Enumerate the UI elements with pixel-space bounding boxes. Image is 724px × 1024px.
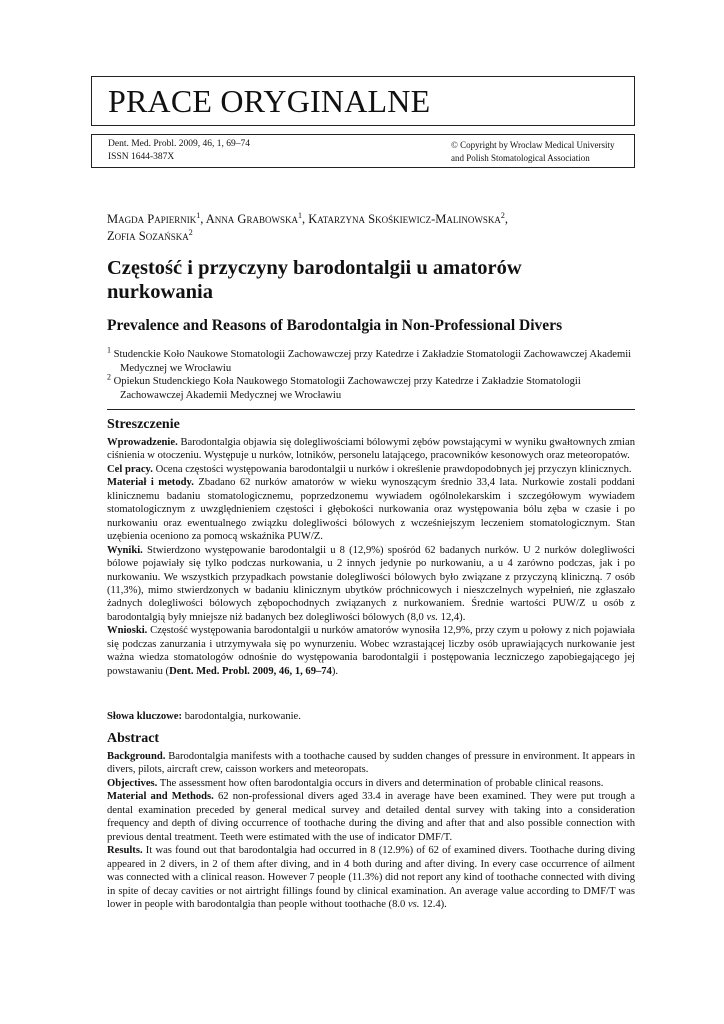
paragraph-text: Zbadano 62 nurków amatorów w wieku wynoszącym średnio 33,4 lata. Nurkowie zostali poddani klinicznemu badaniu stomatologicznemu, poprzedzonemu wywiadem ogólnolekarskim i szczegółowym wywiadem stomatologicznym z uwzględnieniem częstości i głębokości nurkowania oraz występowania bólu zęba w czasie i po nurkowaniu oraz ewentualnego związku dolegliwości bólowych z wcześniejszym leczeniem stomatologicznym. Stan uzębienia oceniono za pomocą wskaźnika PUW/Z. <box>107 477 635 543</box>
abstract-paragraph <box>107 463 635 476</box>
paragraph-label: Materiał i metody. <box>107 477 194 489</box>
paragraph-text: The assessment how often barodontalgia occurs in divers and determination of probable clinical reasons. <box>159 777 604 789</box>
keywords-text: barodontalgia, nurkowanie. <box>184 711 301 722</box>
author-list: Magda Papiernik$^1$, Anna Grabowska$^1$, Katarzyna Skośkiewicz-Malinowska$^2$, Zofia Sozańska$^2$ <box>107 210 508 243</box>
abstract-paragraph <box>107 790 635 844</box>
paragraph-label: Results. <box>107 845 143 857</box>
citation-line: Dent. Med. Probl. 2009, 46, 1, 69–74 <box>108 139 250 149</box>
affiliation-1 <box>107 345 635 375</box>
paragraph-text: Barodontalgia objawia się dolegliwościami bólowymi zębów powstającymi w wyniku gwałtownych zmian ciśnienia w otoczeniu. Występuje u nurków, lotników, personelu latającego, pracowników kesonowych oraz meteoropatów. <box>107 437 635 462</box>
streszczenie-heading: Streszczenie <box>107 417 180 432</box>
paragraph-text: Częstość występowania barodontalgii u nurków amatorów wynosiła 12,9%, przy czym u połowy z nich pojawiała się podczas zanurzania i utrzymywała się po wynurzeniu. Wobec wzrastającej liczby osób uprawiających nurkowanie jest ważna wiedza stomatologów odnośnie do występowania barodontalgii i postępowania leczniczego zapobiegającego jej powstawaniu ( <box>107 625 635 677</box>
paragraph-label: Wprowadzenie. <box>107 437 178 448</box>
citation-reference: Dent. Med. Probl. 2009, 46, 1, 69–74 <box>169 665 332 677</box>
affiliation-2 <box>107 372 635 402</box>
section-divider <box>107 409 635 410</box>
issn-line: ISSN 1644-387X <box>108 152 175 162</box>
copyright-notice <box>451 139 615 165</box>
section-title: PRACE ORYGINALNE <box>108 83 431 119</box>
paragraph-label: Wyniki. <box>107 544 143 556</box>
streszczenie-body <box>107 436 635 678</box>
author-affiliation-mark: 2 <box>500 210 505 220</box>
author-affiliation-mark: 1 <box>297 210 302 220</box>
paragraph-text: Stwierdzono występowanie barodontalgii u 8 (12,9%) spośród 62 badanych nurków. U 2 nurków dolegliwości bólowe pojawiały się tylko podczas nurkowania, u 2 innych jedynie po nurkowaniu, a u 4 zarówno podczas, jak i po nurkowaniu. We wszystkich przypadkach powstanie dolegliwości bólowych było związane z przyczyną kliniczną. 7 osób (11,3%), mimo stwierdzonych w badaniu klinicznym ubytków próchnicowych i nieszczelnych wypełnień, nie zgłaszało żadnych dolegliwości bólowych zębopochodnych związanych z nurkowaniem. Średnie wartości PUW/Z u osób z barodontalgią były mniejsze niż badanych bez dolegliwości bólowych (8,0 <box>107 544 635 623</box>
author-name: Magda Papiernik <box>107 212 197 226</box>
vs-abbrev: vs. <box>407 898 420 910</box>
paragraph-label: Objectives. <box>107 777 158 789</box>
author-name: Anna Grabowska <box>205 212 298 226</box>
paragraph-text: Ocena częstości występowania barodontalgii u nurków i określenie prawdopodobnych jej przyczyn klinicznych. <box>155 463 632 475</box>
paragraph-text: 62 non-professional divers aged 33.4 in average have been examined. They were put trough a dental examination preceded by general medical survey and detailed dental survey with taking into a consideration frequency and depth of diving occurrence of toothache during the diving and after that and also possible connection with previous dental treatment. Teeth were estimated with the use of indicator DMF/T. <box>107 791 635 843</box>
paragraph-text: ). <box>331 665 339 677</box>
abstract-paragraph <box>107 476 635 543</box>
paragraph-label: Background. <box>107 751 166 762</box>
author-name: Katarzyna Skośkiewicz-Malinowska <box>308 212 501 226</box>
paragraph-label: Wnioski. <box>107 625 148 637</box>
journal-citation <box>108 138 250 164</box>
author-affiliation-mark: 2 <box>188 227 193 237</box>
author-affiliation-mark: 1 <box>196 210 201 220</box>
copyright-line-2: and Polish Stomatological Association <box>451 153 590 163</box>
abstract-paragraph <box>107 750 635 777</box>
abstract-paragraph <box>107 544 635 625</box>
author-name: Zofia Sozańska <box>107 229 189 243</box>
copyright-line-1: © Copyright by Wroclaw Medical University <box>451 140 615 150</box>
abstract-paragraph <box>107 844 635 911</box>
keywords-label: Słowa kluczowe: <box>107 711 183 722</box>
affiliation-number: 1 <box>107 345 111 355</box>
article-title-english: Prevalence and Reasons of Barodontalgia in Non-Professional Divers <box>107 317 563 334</box>
article-title-polish: Częstość i przyczyny barodontalgii u amatorów nurkowania <box>107 257 522 303</box>
abstract-paragraph <box>107 436 635 463</box>
abstract-paragraph <box>107 624 635 678</box>
keywords <box>107 710 635 724</box>
abstract-paragraph <box>107 777 635 790</box>
affiliation-text: Studenckie Koło Naukowe Stomatologii Zachowawczej przy Katedrze i Zakładzie Stomatologii Zachowawczej Akademii Medycznej we Wrocławiu <box>113 349 632 374</box>
paragraph-text: Barodontalgia manifests with a toothache caused by sudden changes of pressure in environment. It appears in divers, pilots, aircraft crew, caisson workers and meteoropats. <box>107 751 635 776</box>
journal-meta-box <box>91 134 635 168</box>
paragraph-label: Material and Methods. <box>107 791 214 803</box>
abstract-body <box>107 750 635 911</box>
affiliation-text: Opiekun Studenckiego Koła Naukowego Stomatologii Zachowawczej przy Katedrze i Zakładzie Stomatologii Zachowawczej Akademii Medycznej we Wrocławiu <box>113 376 581 401</box>
abstract-heading: Abstract <box>107 731 160 746</box>
vs-abbrev: vs. <box>426 611 438 623</box>
paragraph-text: 12.4). <box>422 898 447 910</box>
paragraph-text: It was found out that barodontalgia had occurred in 8 (12.9%) of 62 of examined divers. Toothache during diving appeared in 2 divers, in 2 of them after diving, and in 4 both during and after diving. In every case occurrence of ailment was connected with a clinical reason. However 7 people (11.3%) did not report any kind of toothache connected with diving in spite of decay cavities or not airtright fillings found by clinical examination. An average value according to DMF/T was lower in people with barodontalgia than people without toothache (8.0 <box>107 845 636 910</box>
paragraph-text: 12,4). <box>440 611 466 623</box>
paragraph-label: Cel pracy. <box>107 463 153 475</box>
section-header-box <box>91 76 635 126</box>
affiliation-number: 2 <box>107 372 111 382</box>
